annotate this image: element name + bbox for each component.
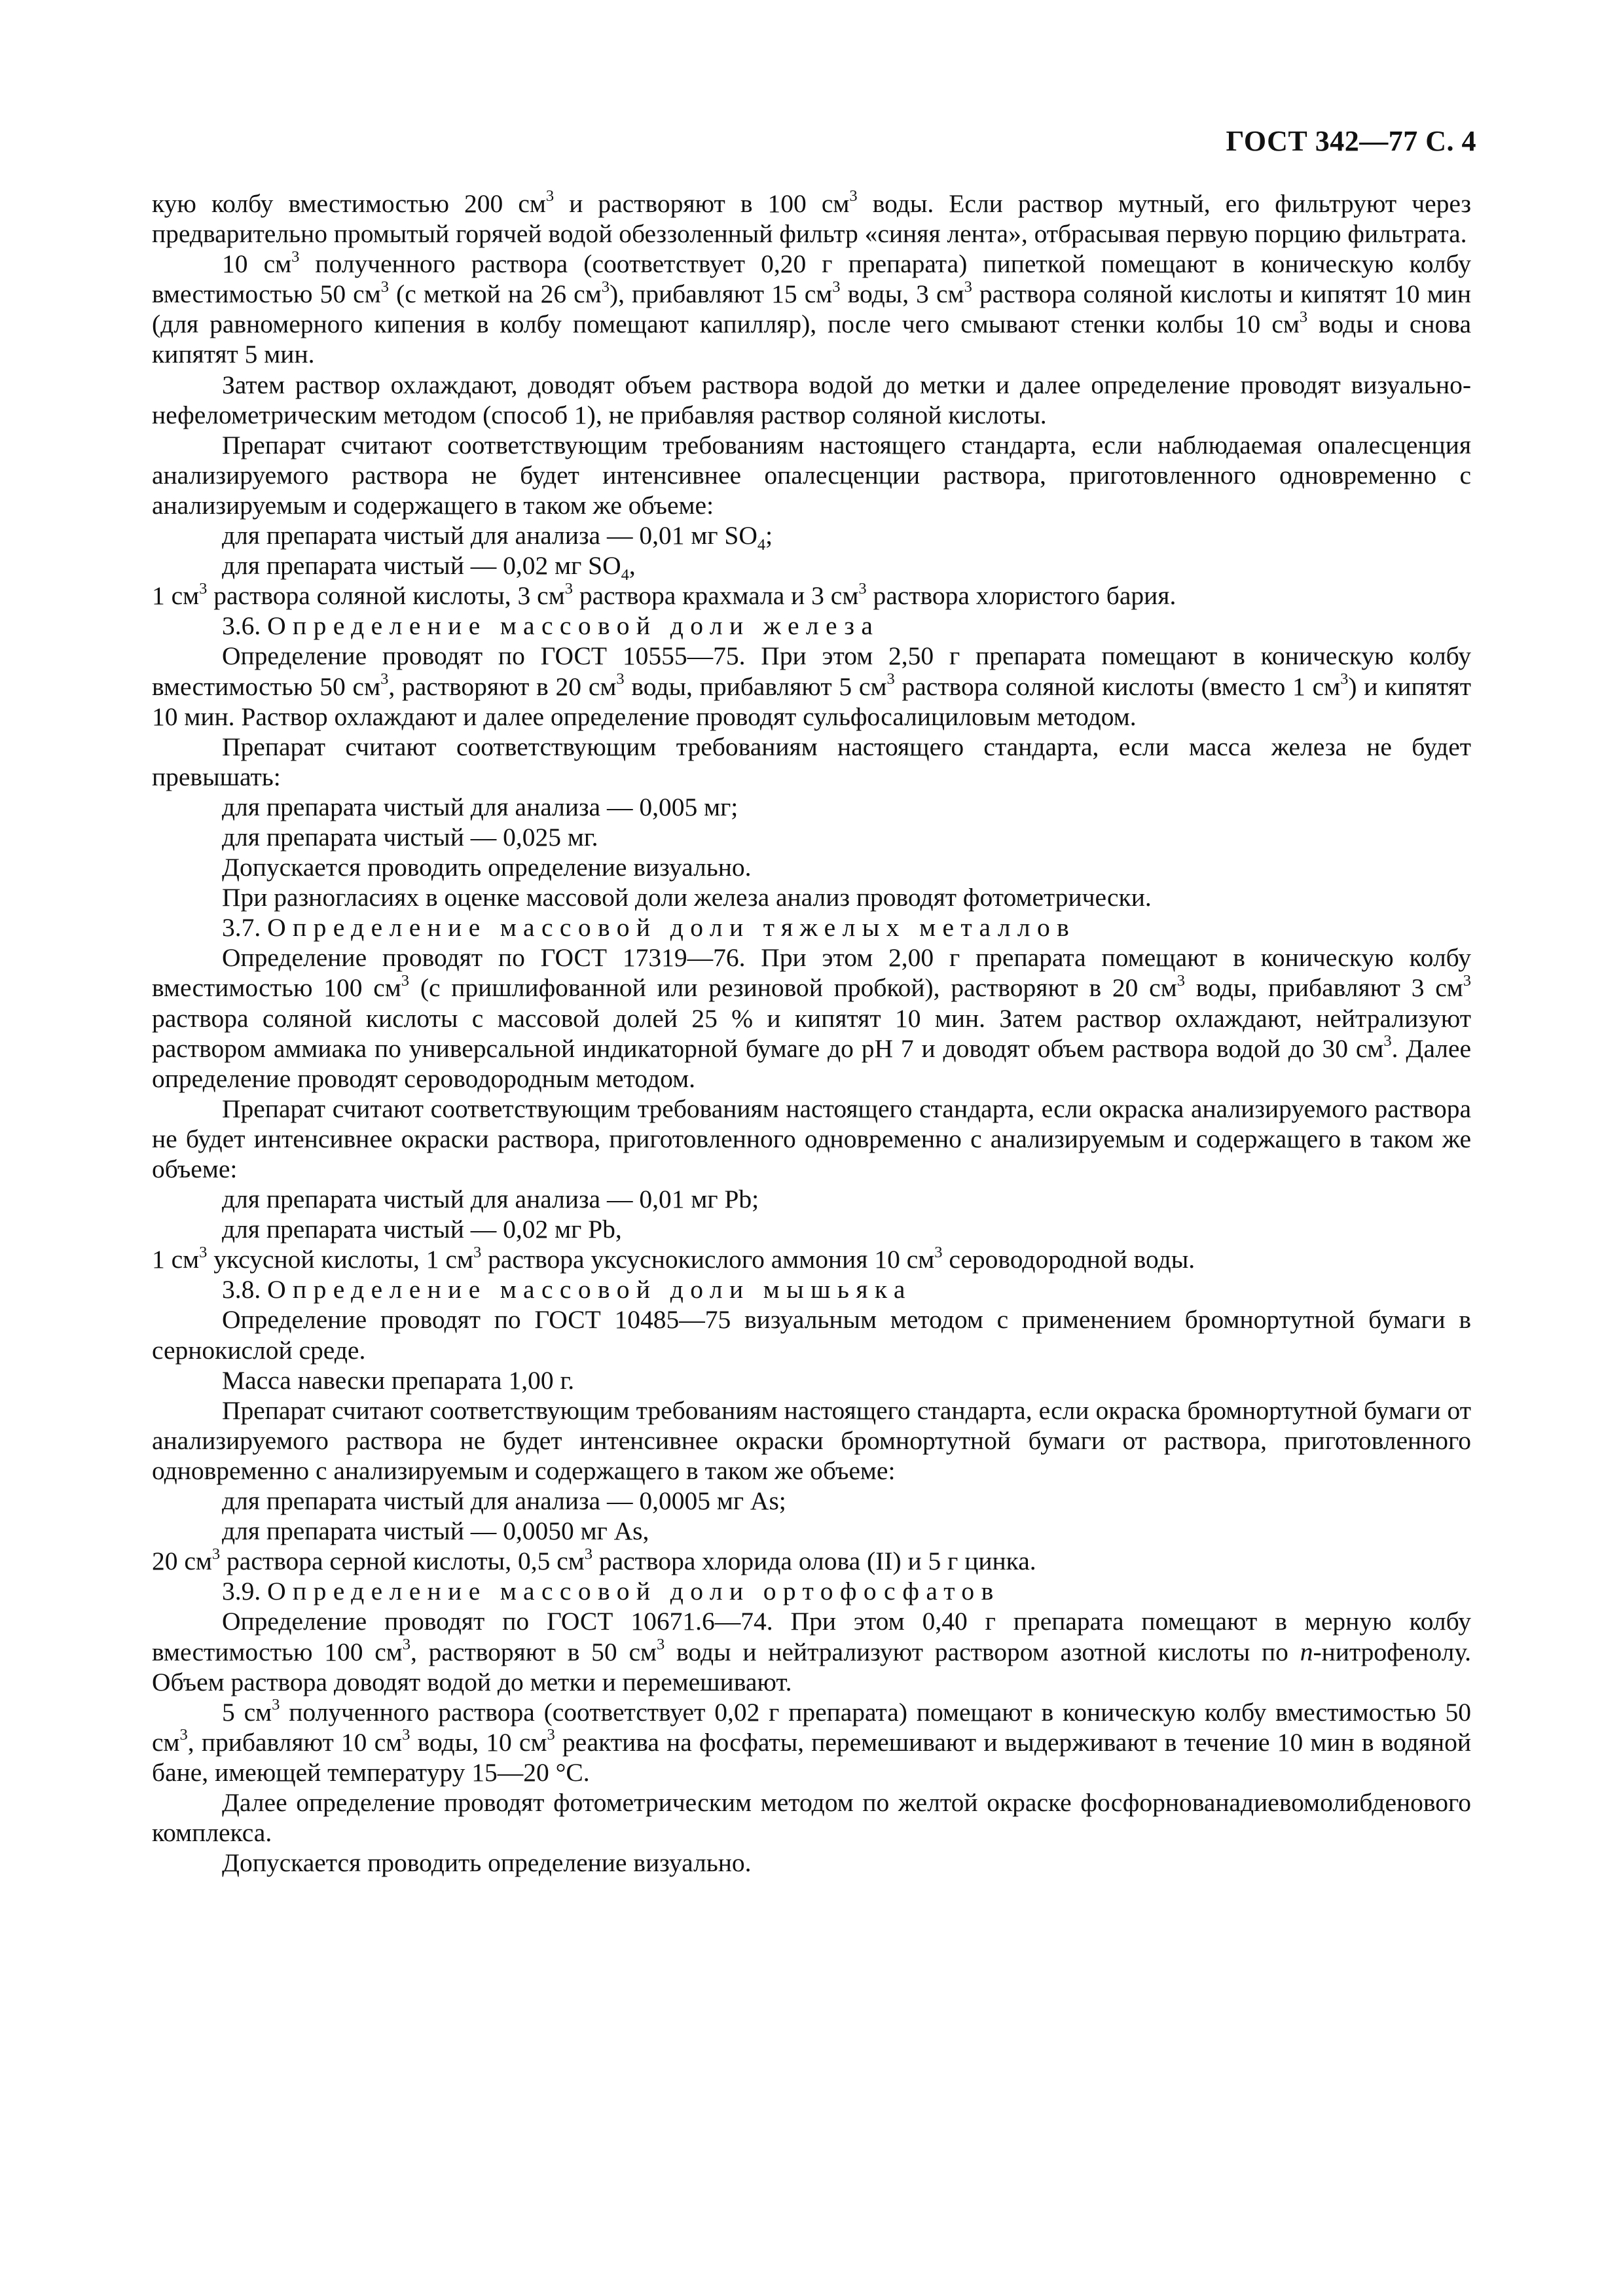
unit-cm3: $см^3$ — [574, 278, 610, 309]
paragraph: 20 $см^3$ раствора серной кислоты, 0,5 $см^3$ раствора хлорида олова (II) и 5 г цинка. — [152, 1545, 1036, 1576]
list-item: Масса навески препарата 1,00 г. — [222, 1365, 575, 1395]
unit-cm3: $см^3$ — [518, 187, 555, 218]
unit-cm3: $см^3$ — [629, 1635, 665, 1666]
document-body — [152, 188, 1471, 1878]
unit-cm3: $см^3$ — [936, 278, 972, 309]
unit-cm3: $см^3$ — [445, 1243, 482, 1274]
unit-cm3: $см^3$ — [374, 1635, 411, 1666]
paragraph: Затем раствор охлаждают, доводят объем раствора водой до метки и далее определение проводят визуально-нефелометрическим методом (способ 1), не прибавляя раствор соляной кислоты. — [152, 370, 1471, 429]
unit-cm3: $см^3$ — [244, 1696, 280, 1727]
unit-cm3: $см^3$ — [1271, 308, 1308, 339]
unit-cm3: $см^3$ — [556, 1545, 593, 1576]
paragraph: 5 $см^3$ полученного раствора (соответствует 0,02 г препарата) помещают в коническую колбу вместимостью 50 $см^3$, прибавляют 10 $см^3$ воды, 10 $см^3$ реактива на фосфаты, перемешивают и выдерживают в течение 10 мин в водяной бане, имеющей температуру 15—20 °С. — [152, 1696, 1471, 1787]
list-item: для препарата чистый для анализа — 0,01 мг $SO_4$; — [222, 521, 773, 554]
paragraph: Определение проводят по ГОСТ 10555—75. При этом 2,50 г препарата помещают в коническую колбу вместимостью 50 $см^3$, растворяют в 20 $см^3$ воды, прибавляют 5 $см^3$ раствора соляной кислоты (вместо 1 $см^3$) и кипятят 10 мин. Раствор охлаждают и далее определение проводят сульфосалициловым методом. — [152, 641, 1472, 731]
unit-cm3: $см^3$ — [373, 971, 410, 1003]
paragraph: 10 $см^3$ полученного раствора (соответствует 0,20 г препарата) пипеткой помещают в коническую колбу вместимостью 50 $см^3$ (с меткой на 26 $см^3$), прибавляют 15 $см^3$ воды, 3 $см^3$ раствора соляной кислоты и кипятят 10 мин (для равномерного кипения в колбу помещают капилляр), после чего смывают стенки колбы 10 $см^3$ воды и снова кипятят 5 мин. — [152, 247, 1472, 369]
unit-cm3: $см^3$ — [171, 579, 208, 611]
formula-so4: $SO_4$ — [588, 551, 629, 584]
unit-cm3: $см^3$ — [1435, 971, 1471, 1003]
section-heading: 3.8. Определение массовой доли мышьяка — [222, 1275, 912, 1304]
paragraph: Определение проводят по ГОСТ 17319—76. При этом 2,00 г препарата помещают в коническую колбу вместимостью 100 $см^3$ (с пришлифованной или резиновой пробкой), растворяют в 20 $см^3$ воды, прибавляют 3 $см^3$ раствора соляной кислоты с массовой долей 25 % и кипятят 10 мин. Затем раствор охлаждают, нейтрализуют раствором аммиака по универсальной индикаторной бумаге до pH 7 и доводят объем раствора водой до 30 $см^3$. Далее определение проводят сероводородным методом. — [152, 943, 1471, 1093]
unit-cm3: $см^3$ — [263, 247, 300, 279]
unit-cm3: $см^3$ — [171, 1243, 208, 1274]
unit-cm3: $см^3$ — [184, 1545, 221, 1576]
paragraph: Далее определение проводят фотометрическим методом по желтой окраске фосфорнованадиевомолибденового комплекса. — [152, 1787, 1471, 1848]
paragraph: 1 $см^3$ уксусной кислоты, 1 $см^3$ раствора уксуснокислого аммония 10 $см^3$ сероводородной воды. — [152, 1243, 1195, 1274]
unit-cm3: $см^3$ — [1355, 1032, 1392, 1063]
list-item: для препарата чистый — 0,0050 мг As, — [222, 1516, 649, 1546]
running-header: ГОСТ 342—77 С. 4 — [1226, 125, 1476, 157]
paragraph: 1 $см^3$ раствора соляной кислоты, 3 $см^3$ раствора крахмала и 3 $см^3$ раствора хлористого бария. — [152, 579, 1176, 611]
list-item: Допускается проводить определение визуально. — [222, 853, 752, 882]
list-item: для препарата чистый для анализа — 0,005 мг; — [222, 792, 739, 821]
formula-so4: $SO_4$ — [724, 521, 766, 554]
unit-cm3: $см^3$ — [906, 1243, 943, 1274]
unit-cm3: $см^3$ — [374, 1726, 410, 1757]
paragraph: Препарат считают соответствующим требованиям настоящего стандарта, если масса железа не будет превышать: — [152, 732, 1471, 791]
unit-cm3: $см^3$ — [152, 1726, 188, 1757]
list-item: При разногласиях в оценке массовой доли железа анализ проводят фотометрически. — [222, 883, 1152, 912]
unit-cm3: $см^3$ — [537, 579, 573, 611]
unit-cm3: $см^3$ — [830, 579, 867, 611]
list-item: Допускается проводить определение визуально. — [222, 1848, 752, 1878]
unit-cm3: $см^3$ — [858, 670, 895, 701]
list-item: для препарата чистый — 0,02 мг $SO_4$, — [222, 551, 636, 584]
unit-cm3: $см^3$ — [352, 670, 389, 701]
unit-cm3: $см^3$ — [519, 1726, 555, 1757]
list-item: для препарата чистый для анализа — 0,01 мг Pb; — [222, 1185, 759, 1214]
list-item: для препарата чистый — 0,02 мг Pb, — [222, 1215, 622, 1244]
unit-cm3: $см^3$ — [588, 670, 625, 701]
paragraph: Определение проводят по ГОСТ 10485—75 визуальным методом с применением бромнортутной бумаги в сернокислой среде. — [152, 1305, 1471, 1365]
unit-cm3: $см^3$ — [821, 187, 858, 218]
unit-cm3: $см^3$ — [353, 278, 389, 309]
section-heading: 3.7. Определение массовой доли тяжелых металлов — [222, 913, 1076, 942]
section-heading: 3.9. Определение массовой доли ортофосфатов — [222, 1577, 1000, 1606]
paragraph: Препарат считают соответствующим требованиям настоящего стандарта, если наблюдаемая опалесценция анализируемого раствора не будет интенсивнее опалесценции раствора, приготовленного одновременно с анализируемым и содержащего в таком же объеме: — [152, 430, 1471, 520]
paragraph: Определение проводят по ГОСТ 10671.6—74. При этом 0,40 г препарата помещают в мерную колбу вместимостью 100 $см^3$, растворяют в 50 $см^3$ воды и нейтрализуют раствором азотной кислоты по n-нитрофенолу. Объем раствора доводят водой до метки и перемешивают. — [152, 1607, 1471, 1696]
paragraph: Препарат считают соответствующим требованиям настоящего стандарта, если окраска анализируемого раствора не будет интенсивнее окраски раствора, приготовленного одновременно с анализируемым и содержащего в таком же объеме: — [152, 1094, 1471, 1183]
unit-cm3: $см^3$ — [804, 278, 841, 309]
paragraph: Препарат считают соответствующим требованиям настоящего стандарта, если окраска бромнортутной бумаги от анализируемого раствора не будет интенсивнее окраски бромнортутной бумаги от раствора, приготовленного одновременно с анализируемым и содержащего в таком же объеме: — [152, 1395, 1471, 1485]
unit-cm3: $см^3$ — [1312, 670, 1349, 701]
list-item: для препарата чистый — 0,025 мг. — [222, 822, 598, 852]
list-item: для препарата чистый для анализа — 0,0005 мг As; — [222, 1486, 786, 1516]
paragraph: кую колбу вместимостью 200 $см^3$ и растворяют в 100 $см^3$ воды. Если раствор мутный, его фильтруют через предварительно промытый горячей водой обеззоленный фильтр «синяя лента», отбрасывая первую порцию фильтрата. — [152, 187, 1471, 249]
section-heading: 3.6. Определение массовой доли железа — [222, 611, 880, 641]
unit-cm3: $см^3$ — [1149, 971, 1185, 1003]
